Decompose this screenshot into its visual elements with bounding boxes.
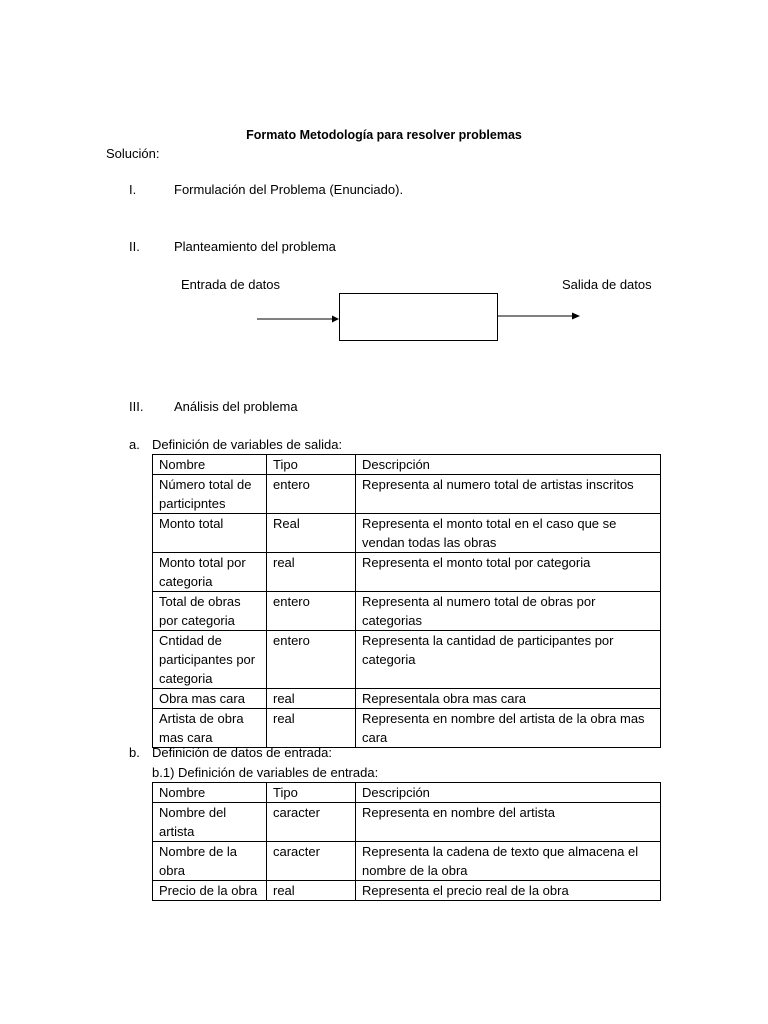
table-cell: Total de obras por categoria xyxy=(153,592,267,631)
header-cell: Nombre xyxy=(153,455,267,475)
table-row xyxy=(153,475,661,514)
table-row xyxy=(153,881,661,901)
table-cell: Cntidad de participantes por categoria xyxy=(153,631,267,689)
subsection-heading-output-vars: Definición de variables de salida: xyxy=(152,437,343,452)
solution-label: Solución: xyxy=(106,146,160,161)
diagram-arrows xyxy=(250,305,590,329)
section-heading-formulacion: Formulación del Problema (Enunciado). xyxy=(174,182,404,197)
input-variables-table xyxy=(152,782,661,901)
section-numeral-1: I. xyxy=(129,182,137,197)
table-cell: real xyxy=(267,709,356,748)
table-cell: Artista de obra mas cara xyxy=(153,709,267,748)
output-variables-table xyxy=(152,454,661,748)
table-cell: Real xyxy=(267,514,356,553)
header-cell: Nombre xyxy=(153,783,267,803)
table-row xyxy=(153,631,661,689)
table-row xyxy=(153,689,661,709)
table-cell: Representa en nombre del artista xyxy=(356,803,661,842)
table-cell: Número total de participntes xyxy=(153,475,267,514)
table-cell: Representa el precio real de la obra xyxy=(356,881,661,901)
section-numeral-3: III. xyxy=(129,399,144,414)
table-row xyxy=(153,803,661,842)
table-cell: Representa en nombre del artista de la obra mas cara xyxy=(356,709,661,748)
table-header-row xyxy=(153,455,661,475)
table-cell: Representa la cantidad de participantes por categoria xyxy=(356,631,661,689)
table-row xyxy=(153,592,661,631)
table-row xyxy=(153,842,661,881)
table-cell: entero xyxy=(267,592,356,631)
table-cell: real xyxy=(267,689,356,709)
subsection-heading-input-data: Definición de datos de entrada: xyxy=(152,745,332,760)
table-cell: Nombre del artista xyxy=(153,803,267,842)
table-cell: Monto total xyxy=(153,514,267,553)
table-row xyxy=(153,709,661,748)
table-cell: Representala obra mas cara xyxy=(356,689,661,709)
table-cell: Representa al numero total de obras por categorias xyxy=(356,592,661,631)
table-cell: real xyxy=(267,553,356,592)
table-cell: real xyxy=(267,881,356,901)
header-cell: Tipo xyxy=(267,455,356,475)
subsection-marker-a: a. xyxy=(129,437,140,452)
table-cell: Precio de la obra xyxy=(153,881,267,901)
diagram-output-label: Salida de datos xyxy=(562,277,652,292)
table-cell: Representa el monto total en el caso que se vendan todas las obras xyxy=(356,514,661,553)
table-cell: Representa la cadena de texto que almacena el nombre de la obra xyxy=(356,842,661,881)
table-cell: entero xyxy=(267,475,356,514)
subsection-heading-input-vars: b.1) Definición de variables de entrada: xyxy=(152,765,379,780)
diagram-input-label: Entrada de datos xyxy=(181,277,281,292)
table-row xyxy=(153,514,661,553)
section-heading-planteamiento: Planteamiento del problema xyxy=(174,239,336,254)
section-numeral-2: II. xyxy=(129,239,140,254)
table-cell: Obra mas cara xyxy=(153,689,267,709)
table-cell: caracter xyxy=(267,842,356,881)
subsection-marker-b: b. xyxy=(129,745,140,760)
header-cell: Descripción xyxy=(356,783,661,803)
section-heading-analisis: Análisis del problema xyxy=(174,399,298,414)
table-cell: caracter xyxy=(267,803,356,842)
input-arrowhead xyxy=(332,316,339,323)
table-row xyxy=(153,553,661,592)
table-cell: Monto total por categoria xyxy=(153,553,267,592)
table-cell: Representa al numero total de artistas inscritos xyxy=(356,475,661,514)
output-arrowhead xyxy=(572,313,580,320)
table-cell: Representa el monto total por categoria xyxy=(356,553,661,592)
table-header-row xyxy=(153,783,661,803)
header-cell: Descripción xyxy=(356,455,661,475)
document-title: Formato Metodología para resolver problemas xyxy=(246,128,522,142)
header-cell: Tipo xyxy=(267,783,356,803)
table-cell: Nombre de la obra xyxy=(153,842,267,881)
table-cell: entero xyxy=(267,631,356,689)
